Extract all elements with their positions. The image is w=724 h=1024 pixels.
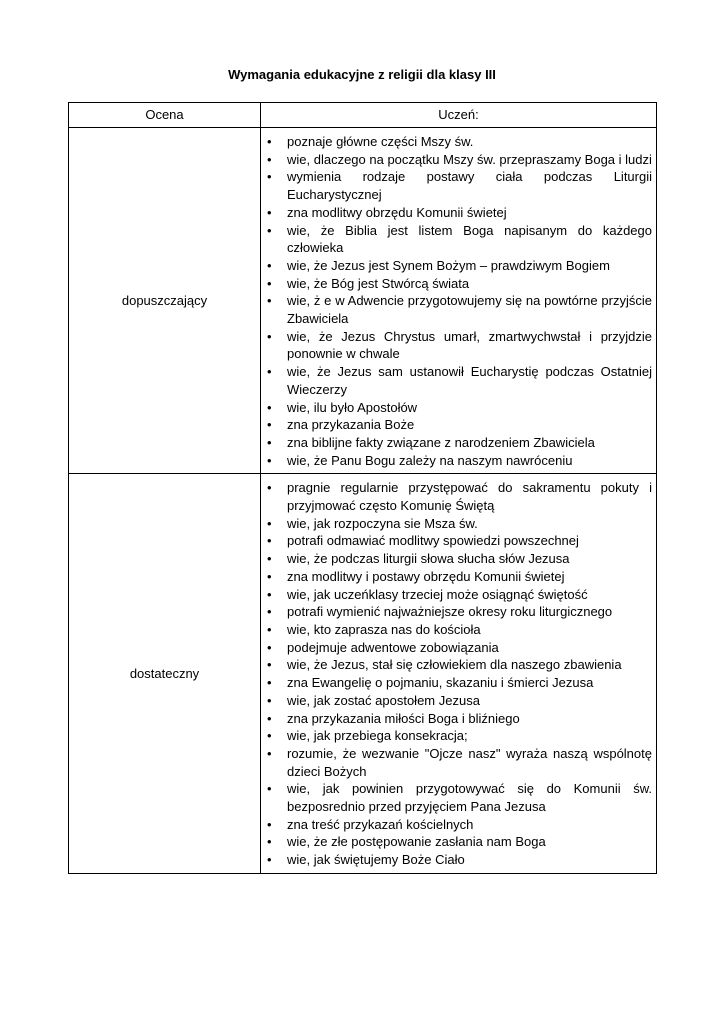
list-item: • wie, kto zaprasza nas do kościoła	[261, 621, 652, 639]
column-header-student: Uczeń:	[261, 103, 657, 128]
list-item: • wie, że Jezus sam ustanowił Eucharystię podczas Ostatniej Wieczerzy	[261, 363, 652, 398]
list-item: • wie, że Jezus Chrystus umarł, zmartwychwstał i przyjdzie ponownie w chwale	[261, 328, 652, 363]
requirements-list	[261, 133, 652, 469]
requirements-list	[261, 479, 652, 868]
list-item: • zna modlitwy i postawy obrzędu Komunii świetej	[261, 568, 652, 586]
list-item: • wie, jak świętujemy Boże Ciało	[261, 851, 652, 869]
list-item: • wie, że podczas liturgii słowa słucha słów Jezusa	[261, 550, 652, 568]
requirements-cell	[261, 474, 657, 873]
list-item: • wie, że Jezus, stał się człowiekiem dla naszego zbawienia	[261, 656, 652, 674]
list-item: • wie, jak zostać apostołem Jezusa	[261, 692, 652, 710]
list-item: • wie, dlaczego na początku Mszy św. przepraszamy Boga i ludzi	[261, 151, 652, 169]
grade-cell: dopuszczający	[69, 128, 261, 474]
list-item: • wie, jak uczeńklasy trzeciej może osiągnąć świętość	[261, 586, 652, 604]
list-item: • poznaje główne części Mszy św.	[261, 133, 652, 151]
list-item: • zna przykazania Boże	[261, 416, 652, 434]
list-item: • zna Ewangelię o pojmaniu, skazaniu i śmierci Jezusa	[261, 674, 652, 692]
list-item: • wie, że Biblia jest listem Boga napisanym do każdego człowieka	[261, 222, 652, 257]
table-row	[69, 474, 657, 873]
grade-cell: dostateczny	[69, 474, 261, 873]
list-item: • wie, jak powinien przygotowywać się do Komunii św. bezposrednio przed przyjęciem Pana Jezusa	[261, 780, 652, 815]
list-item: • wie, ilu było Apostołów	[261, 399, 652, 417]
list-item: • zna treść przykazań kościelnych	[261, 816, 652, 834]
column-header-grade: Ocena	[69, 103, 261, 128]
list-item: • wie, że Jezus jest Synem Bożym – prawdziwym Bogiem	[261, 257, 652, 275]
list-item: • potrafi odmawiać modlitwy spowiedzi powszechnej	[261, 532, 652, 550]
list-item: • wie, jak rozpoczyna sie Msza św.	[261, 515, 652, 533]
list-item: • rozumie, że wezwanie "Ojcze nasz" wyraża naszą wspólnotę dzieci Bożych	[261, 745, 652, 780]
list-item: • pragnie regularnie przystępować do sakramentu pokuty i przyjmować często Komunię Świętą	[261, 479, 652, 514]
list-item: • wie, jak przebiega konsekracja;	[261, 727, 652, 745]
table-row	[69, 128, 657, 474]
list-item: • wie, że Bóg jest Stwórcą świata	[261, 275, 652, 293]
list-item: • wymienia rodzaje postawy ciała podczas Liturgii Eucharystycznej	[261, 168, 652, 203]
requirements-cell	[261, 128, 657, 474]
list-item: • wie, że złe postępowanie zasłania nam Boga	[261, 833, 652, 851]
list-item: • zna przykazania miłości Boga i bliźniego	[261, 710, 652, 728]
page-title: Wymagania edukacyjne z religii dla klasy III	[228, 67, 496, 82]
table-header-row	[69, 103, 657, 128]
requirements-table	[68, 102, 657, 874]
list-item: • potrafi wymienić najważniejsze okresy roku liturgicznego	[261, 603, 652, 621]
list-item: • wie, ż e w Adwencie przygotowujemy się na powtórne przyjście Zbawiciela	[261, 292, 652, 327]
list-item: • podejmuje adwentowe zobowiązania	[261, 639, 652, 657]
list-item: • zna modlitwy obrzędu Komunii świetej	[261, 204, 652, 222]
list-item: • wie, że Panu Bogu zależy na naszym nawróceniu	[261, 452, 652, 470]
list-item: • zna biblijne fakty związane z narodzeniem Zbawiciela	[261, 434, 652, 452]
